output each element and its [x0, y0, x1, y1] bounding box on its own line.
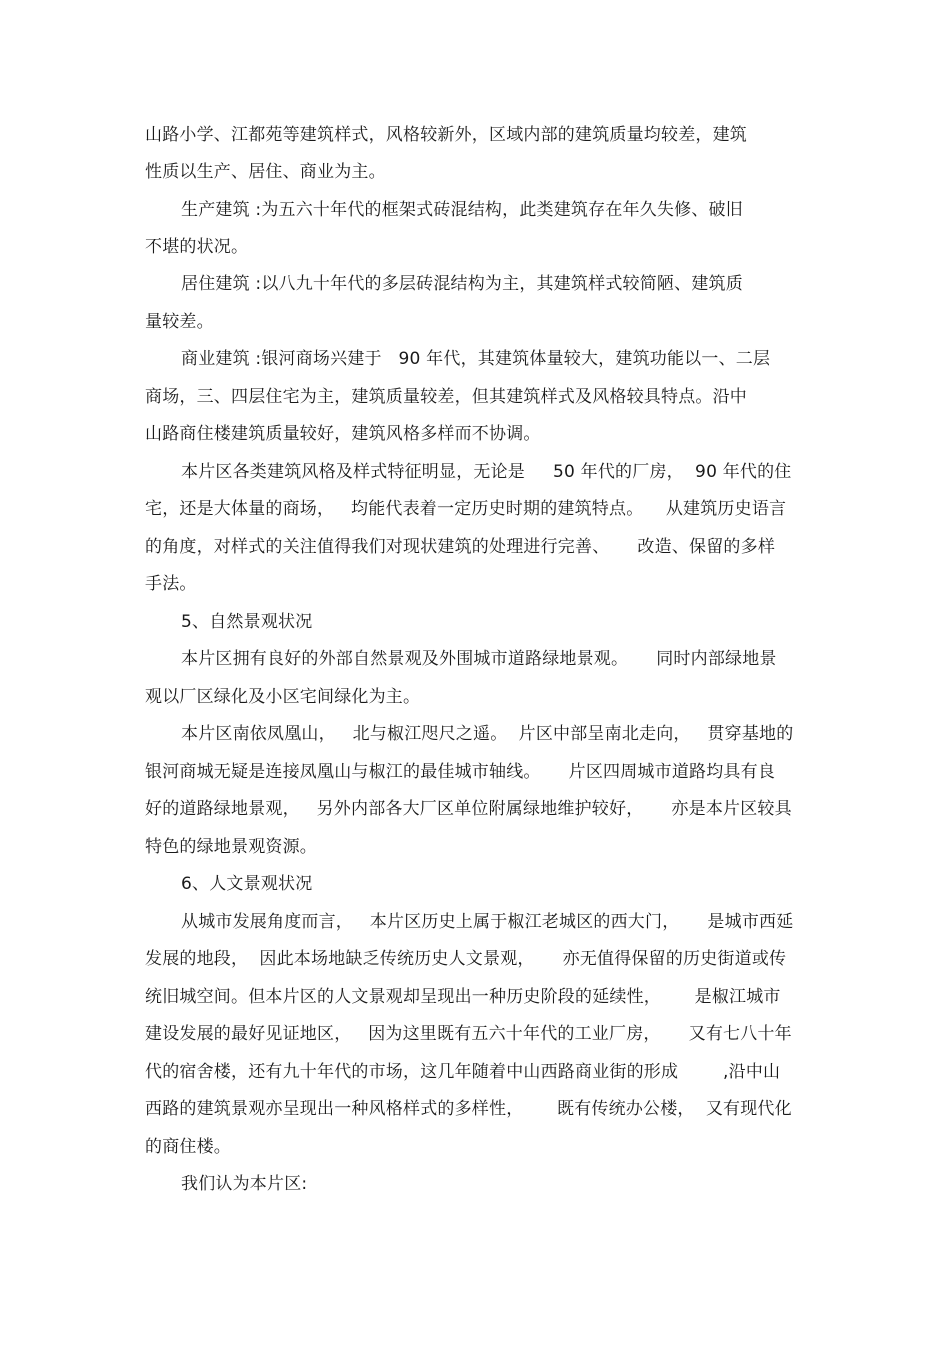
- text-line: 性质以生产、居住、商业为主。: [145, 162, 386, 182]
- text-line: 居住建筑 :以八九十年代的多层砖混结构为主，其建筑样式较简陋、建筑质: [181, 274, 743, 294]
- text-line: 统旧城空间。但本片区的人文景观却呈现出一种历史阶段的延续性， 是椒江城市: [145, 987, 781, 1007]
- text-line: 特色的绿地景观资源。: [145, 837, 317, 857]
- text-line: 手法。: [145, 574, 197, 594]
- text-line: 建设发展的最好见证地区， 因为这里既有五六十年代的工业厂房， 又有七八十年: [145, 1024, 792, 1044]
- text-line: 我们认为本片区:: [181, 1174, 308, 1194]
- text-line: 代的宿舍楼，还有九十年代的市场，这几年随着中山西路商业街的形成 ,沿中山: [145, 1062, 781, 1082]
- text-line: 生产建筑 :为五六十年代的框架式砖混结构，此类建筑存在年久失修、破旧: [181, 200, 743, 220]
- text-line: 量较差。: [145, 312, 214, 332]
- text-line: 好的道路绿地景观， 另外内部各大厂区单位附属绿地维护较好， 亦是本片区较具: [145, 799, 792, 819]
- text-line: 商业建筑 :银河商场兴建于 90 年代，其建筑体量较大，建筑功能以一、二层: [181, 349, 771, 369]
- text-line: 的商住楼。: [145, 1137, 231, 1157]
- text-line: 的角度，对样式的关注值得我们对现状建筑的处理进行完善、 改造、保留的多样: [145, 537, 776, 557]
- section-heading: 6、人文景观状况: [181, 874, 313, 894]
- text-line: 发展的地段， 因此本场地缺乏传统历史人文景观， 亦无值得保留的历史街道或传: [145, 949, 787, 969]
- text-line: 本片区各类建筑风格及样式特征明显，无论是 50 年代的厂房， 90 年代的住: [181, 462, 792, 482]
- text-line: 银河商城无疑是连接凤凰山与椒江的最佳城市轴线。 片区四周城市道路均具有良: [145, 762, 776, 782]
- text-line: 不堪的状况。: [145, 237, 249, 257]
- text-line: 商场，三、四层住宅为主，建筑质量较差，但其建筑样式及风格较具特点。沿中: [145, 387, 747, 407]
- text-line: 观以厂区绿化及小区宅间绿化为主。: [145, 687, 421, 707]
- text-line: 本片区南依凤凰山， 北与椒江咫尺之遥。 片区中部呈南北走向， 贯穿基地的: [181, 724, 794, 744]
- text-line: 本片区拥有良好的外部自然景观及外围城市道路绿地景观。 同时内部绿地景: [181, 649, 777, 669]
- text-line: 山路商住楼建筑质量较好，建筑风格多样而不协调。: [145, 424, 541, 444]
- text-line: 西路的建筑景观亦呈现出一种风格样式的多样性， 既有传统办公楼， 又有现代化: [145, 1099, 792, 1119]
- text-line: 山路小学、江都苑等建筑样式，风格较新外，区域内部的建筑质量均较差，建筑: [145, 125, 747, 145]
- section-heading: 5、自然景观状况: [181, 612, 313, 632]
- text-line: 宅，还是大体量的商场， 均能代表着一定历史时期的建筑特点。 从建筑历史语言: [145, 499, 787, 519]
- text-line: 从城市发展角度而言， 本片区历史上属于椒江老城区的西大门， 是城市西延: [181, 912, 794, 932]
